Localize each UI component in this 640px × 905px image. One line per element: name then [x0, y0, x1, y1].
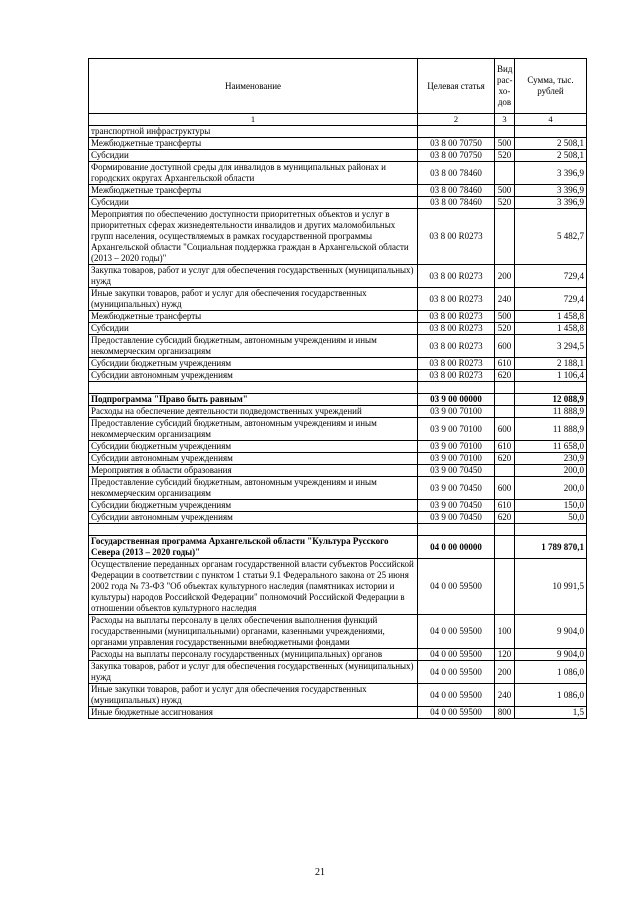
row-name: Предоставление субсидий бюджетным, автономным учреждениям и иным некоммерческим организациям — [89, 335, 418, 358]
row-sum: 5 482,7 — [515, 209, 587, 265]
row-target-article: 03 8 00 78460 — [418, 162, 495, 185]
header-name: Наименование — [89, 59, 418, 114]
row-sum: 1 106,4 — [515, 370, 587, 382]
row-sum — [515, 126, 587, 138]
row-expense-type — [495, 162, 515, 185]
row-expense-type: 520 — [495, 323, 515, 335]
row-sum: 1 086,0 — [515, 684, 587, 707]
row-expense-type: 520 — [495, 197, 515, 209]
row-name: Межбюджетные трансферты — [89, 138, 418, 150]
table-row — [89, 162, 587, 185]
row-target-article: 03 8 00 R0273 — [418, 209, 495, 265]
row-expense-type — [495, 382, 515, 394]
row-name: Субсидии — [89, 197, 418, 209]
row-name: Иные бюджетные ассигнования — [89, 707, 418, 719]
row-sum: 1 789 870,1 — [515, 536, 587, 559]
row-sum: 2 508,1 — [515, 138, 587, 150]
table-row — [89, 197, 587, 209]
row-name: Иные закупки товаров, работ и услуг для обеспечения государственных (муниципальных) нужд — [89, 684, 418, 707]
row-expense-type: 120 — [495, 649, 515, 661]
row-target-article: 03 8 00 R0273 — [418, 370, 495, 382]
row-name: Подпрограмма "Право быть равным" — [89, 394, 418, 406]
row-expense-type: 500 — [495, 311, 515, 323]
row-expense-type: 610 — [495, 441, 515, 453]
row-sum: 200,0 — [515, 465, 587, 477]
row-expense-type — [495, 126, 515, 138]
table-row — [89, 311, 587, 323]
row-target-article: 03 9 00 00000 — [418, 394, 495, 406]
row-name: Расходы на выплаты персоналу в целях обеспечения выполнения функций государственными (муниципальными) органами, казенными учреждениями, органами управления государственными внебюджетными фондами — [89, 615, 418, 649]
row-sum — [515, 524, 587, 536]
table-row — [89, 288, 587, 311]
column-number: 1 — [89, 114, 418, 126]
table-body — [89, 126, 587, 719]
row-name: Субсидии автономным учреждениям — [89, 453, 418, 465]
table-row — [89, 661, 587, 684]
row-sum: 200,0 — [515, 477, 587, 500]
row-sum: 11 888,9 — [515, 418, 587, 441]
row-expense-type — [495, 524, 515, 536]
row-target-article: 03 8 00 R0273 — [418, 265, 495, 288]
row-sum: 50,0 — [515, 512, 587, 524]
row-name: Закупка товаров, работ и услуг для обеспечения государственных (муниципальных) нужд — [89, 661, 418, 684]
row-expense-type: 200 — [495, 265, 515, 288]
table-spacer-row — [89, 382, 587, 394]
row-target-article: 03 9 00 70100 — [418, 453, 495, 465]
row-name: Субсидии бюджетным учреждениям — [89, 500, 418, 512]
row-expense-type: 600 — [495, 477, 515, 500]
row-sum: 3 396,9 — [515, 162, 587, 185]
table-spacer-row — [89, 524, 587, 536]
row-expense-type: 240 — [495, 288, 515, 311]
column-number-row — [89, 114, 587, 126]
row-name: Субсидии автономным учреждениям — [89, 512, 418, 524]
row-sum: 2 508,1 — [515, 150, 587, 162]
table-row — [89, 559, 587, 615]
table-row — [89, 453, 587, 465]
page-number: 21 — [315, 867, 325, 878]
row-expense-type — [495, 465, 515, 477]
table-row — [89, 209, 587, 265]
row-expense-type — [495, 536, 515, 559]
row-sum — [515, 382, 587, 394]
row-name: Субсидии автономным учреждениям — [89, 370, 418, 382]
row-expense-type: 620 — [495, 370, 515, 382]
row-name: Расходы на обеспечение деятельности подведомственных учреждений — [89, 406, 418, 418]
row-target-article: 03 9 00 70100 — [418, 406, 495, 418]
row-sum: 3 396,9 — [515, 185, 587, 197]
row-sum: 2 188,1 — [515, 358, 587, 370]
row-name: Межбюджетные трансферты — [89, 311, 418, 323]
row-expense-type: 620 — [495, 512, 515, 524]
row-target-article: 04 0 00 59500 — [418, 661, 495, 684]
row-sum: 12 088,9 — [515, 394, 587, 406]
row-expense-type: 500 — [495, 138, 515, 150]
row-name: Государственная программа Архангельской области "Культура Русского Севера (2013 – 2020 годы)" — [89, 536, 418, 559]
table-row — [89, 649, 587, 661]
row-name: Межбюджетные трансферты — [89, 185, 418, 197]
table-row — [89, 370, 587, 382]
table-row — [89, 512, 587, 524]
row-target-article: 04 0 00 59500 — [418, 559, 495, 615]
row-sum: 729,4 — [515, 265, 587, 288]
row-sum: 230,9 — [515, 453, 587, 465]
row-name: Субсидии — [89, 323, 418, 335]
row-expense-type: 610 — [495, 358, 515, 370]
row-expense-type: 240 — [495, 684, 515, 707]
row-sum: 150,0 — [515, 500, 587, 512]
row-sum: 729,4 — [515, 288, 587, 311]
row-target-article: 03 9 00 70100 — [418, 418, 495, 441]
row-expense-type — [495, 559, 515, 615]
table-row — [89, 707, 587, 719]
row-target-article: 03 8 00 R0273 — [418, 323, 495, 335]
table-row — [89, 615, 587, 649]
row-name — [89, 382, 418, 394]
row-target-article — [418, 524, 495, 536]
table-row — [89, 185, 587, 197]
row-target-article: 03 8 00 70750 — [418, 150, 495, 162]
table-row — [89, 323, 587, 335]
table-row — [89, 465, 587, 477]
row-sum: 10 991,5 — [515, 559, 587, 615]
row-name: Закупка товаров, работ и услуг для обеспечения государственных (муниципальных) нужд — [89, 265, 418, 288]
table-row — [89, 441, 587, 453]
row-target-article: 03 9 00 70100 — [418, 441, 495, 453]
row-expense-type — [495, 209, 515, 265]
row-target-article: 03 9 00 70450 — [418, 500, 495, 512]
row-expense-type: 200 — [495, 661, 515, 684]
row-target-article: 03 8 00 70750 — [418, 138, 495, 150]
row-sum: 3 294,5 — [515, 335, 587, 358]
row-name: транспортной инфраструктуры — [89, 126, 418, 138]
table-row — [89, 138, 587, 150]
header-sum: Сумма, тыс. рублей — [515, 59, 587, 114]
table-row — [89, 150, 587, 162]
table-row — [89, 335, 587, 358]
budget-page — [88, 58, 586, 719]
row-target-article: 03 8 00 R0273 — [418, 288, 495, 311]
row-name: Иные закупки товаров, работ и услуг для обеспечения государственных (муниципальных) нужд — [89, 288, 418, 311]
table-row — [89, 126, 587, 138]
row-name: Мероприятия по обеспечению доступности приоритетных объектов и услуг в приоритетных сферах жизнедеятельности инвалидов и других маломобильных групп населения, осуществляемых в рамках государственной программы Архангельской области "Социальная поддержка граждан в Архангельской области (2013 – 2020 годы)" — [89, 209, 418, 265]
row-target-article: 03 9 00 70450 — [418, 477, 495, 500]
row-name: Мероприятия в области образования — [89, 465, 418, 477]
table-row — [89, 500, 587, 512]
table-row — [89, 406, 587, 418]
row-name: Осуществление переданных органам государственной власти субъектов Российской Федерации в соответствии с пунктом 1 статьи 9.1 Федерального закона от 25 июня 2002 года № 73-ФЗ "Об объектах культурного наследия (памятниках истории и культуры) народов Российской Федерации" полномочий Российской Федерации в отношении объектов культурного наследия — [89, 559, 418, 615]
row-sum: 1 458,8 — [515, 311, 587, 323]
row-name: Субсидии бюджетным учреждениям — [89, 441, 418, 453]
column-number: 4 — [515, 114, 587, 126]
row-expense-type: 600 — [495, 418, 515, 441]
row-sum: 1 458,8 — [515, 323, 587, 335]
row-target-article: 03 8 00 R0273 — [418, 358, 495, 370]
row-sum: 1,5 — [515, 707, 587, 719]
row-target-article: 04 0 00 59500 — [418, 707, 495, 719]
row-expense-type: 500 — [495, 185, 515, 197]
row-target-article: 03 8 00 78460 — [418, 185, 495, 197]
row-sum: 11 658,0 — [515, 441, 587, 453]
row-sum: 3 396,9 — [515, 197, 587, 209]
row-sum: 9 904,0 — [515, 615, 587, 649]
row-expense-type — [495, 406, 515, 418]
row-target-article — [418, 126, 495, 138]
header-expense-type: Вид рас- хо- дов — [495, 59, 515, 114]
row-expense-type: 600 — [495, 335, 515, 358]
row-target-article: 03 8 00 78460 — [418, 197, 495, 209]
column-number: 3 — [495, 114, 515, 126]
row-target-article: 03 8 00 R0273 — [418, 335, 495, 358]
table-row — [89, 684, 587, 707]
row-expense-type: 100 — [495, 615, 515, 649]
table-header-row — [89, 59, 587, 114]
table-row — [89, 536, 587, 559]
budget-table — [88, 58, 587, 719]
row-name: Субсидии бюджетным учреждениям — [89, 358, 418, 370]
row-name: Формирование доступной среды для инвалидов в муниципальных районах и городских округах Архангельской области — [89, 162, 418, 185]
table-row — [89, 418, 587, 441]
row-expense-type — [495, 394, 515, 406]
table-row — [89, 358, 587, 370]
row-target-article — [418, 382, 495, 394]
column-number: 2 — [418, 114, 495, 126]
header-target-article: Целевая статья — [418, 59, 495, 114]
row-name — [89, 524, 418, 536]
row-name: Расходы на выплаты персоналу государственных (муниципальных) органов — [89, 649, 418, 661]
row-sum: 11 888,9 — [515, 406, 587, 418]
row-name: Предоставление субсидий бюджетным, автономным учреждениям и иным некоммерческим организациям — [89, 477, 418, 500]
row-target-article: 03 9 00 70450 — [418, 512, 495, 524]
row-sum: 9 904,0 — [515, 649, 587, 661]
row-expense-type: 610 — [495, 500, 515, 512]
row-target-article: 04 0 00 00000 — [418, 536, 495, 559]
row-target-article: 04 0 00 59500 — [418, 684, 495, 707]
row-name: Предоставление субсидий бюджетным, автономным учреждениям и иным некоммерческим организациям — [89, 418, 418, 441]
row-target-article: 03 9 00 70450 — [418, 465, 495, 477]
row-target-article: 04 0 00 59500 — [418, 615, 495, 649]
row-expense-type: 620 — [495, 453, 515, 465]
table-row — [89, 477, 587, 500]
table-row — [89, 394, 587, 406]
row-target-article: 03 8 00 R0273 — [418, 311, 495, 323]
row-expense-type: 800 — [495, 707, 515, 719]
row-name: Субсидии — [89, 150, 418, 162]
row-sum: 1 086,0 — [515, 661, 587, 684]
row-target-article: 04 0 00 59500 — [418, 649, 495, 661]
row-expense-type: 520 — [495, 150, 515, 162]
table-row — [89, 265, 587, 288]
